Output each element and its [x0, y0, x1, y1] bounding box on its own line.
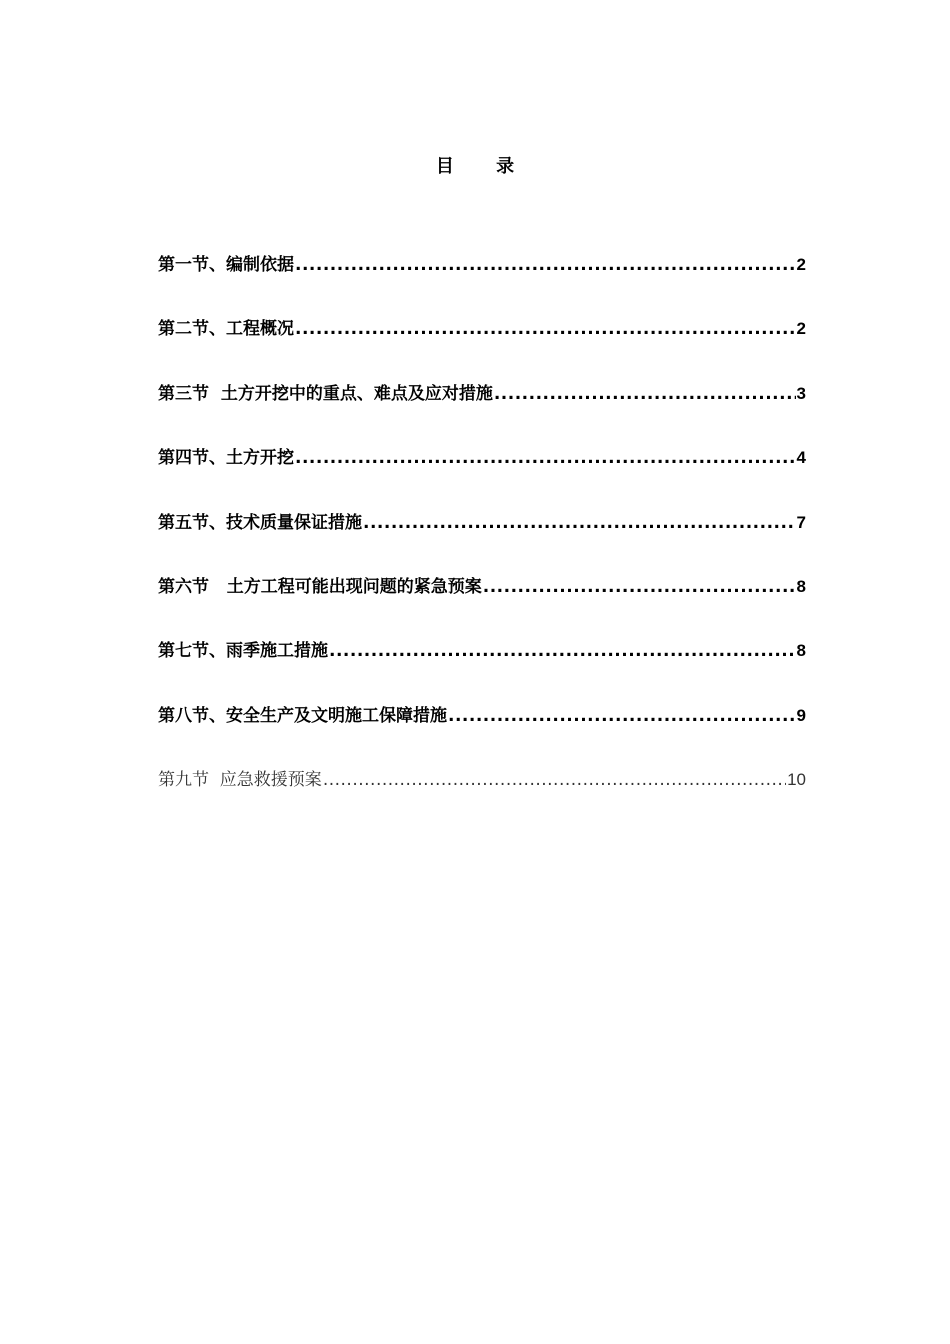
toc-leader-dots [323, 768, 786, 792]
toc-page-number: 7 [796, 512, 806, 532]
toc-leader-dots [448, 704, 796, 728]
toc-page-number: 2 [796, 255, 806, 274]
toc-entry[interactable] [158, 253, 806, 317]
toc-entry[interactable] [158, 511, 806, 575]
toc-leader-dots [494, 382, 796, 406]
toc-entry[interactable] [158, 639, 806, 703]
table-of-contents [158, 253, 806, 833]
toc-entry-title: 第三节 土方开挖中的重点、难点及应对措施 [158, 383, 493, 404]
toc-page-number: 4 [796, 448, 806, 468]
toc-entry[interactable] [158, 446, 806, 510]
toc-entry-title: 第二节、工程概况 [158, 319, 294, 340]
toc-entry-title: 第七节、雨季施工措施 [158, 641, 328, 662]
toc-leader-dots [329, 639, 796, 663]
toc-page-number: 9 [796, 705, 806, 725]
toc-leader-dots [295, 253, 796, 277]
toc-entry[interactable] [158, 317, 806, 381]
toc-page-number: 2 [796, 319, 806, 339]
toc-entry[interactable] [158, 768, 806, 832]
toc-entry-title: 第八节、安全生产及文明施工保障措施 [158, 705, 447, 726]
toc-title: 目 录 [435, 156, 533, 177]
toc-leader-dots [295, 446, 796, 470]
toc-entry-title: 第一节、编制依据 [158, 255, 294, 275]
toc-entry-title: 第五节、技术质量保证措施 [158, 512, 362, 533]
toc-page-number: 8 [796, 641, 806, 661]
toc-leader-dots [363, 511, 796, 535]
toc-page-number: 3 [796, 383, 806, 403]
toc-leader-dots [483, 575, 796, 599]
toc-page-number: 10 [787, 770, 806, 790]
toc-entry[interactable] [158, 704, 806, 768]
toc-entry-title: 第九节 应急救援预案 [158, 770, 322, 791]
toc-entry[interactable] [158, 382, 806, 446]
toc-entry-title: 第四节、土方开挖 [158, 448, 294, 469]
toc-entry[interactable] [158, 575, 806, 639]
toc-entry-title: 第六节 土方工程可能出现问题的紧急预案 [158, 576, 482, 597]
toc-leader-dots [295, 317, 796, 341]
toc-page-number: 8 [796, 576, 806, 596]
